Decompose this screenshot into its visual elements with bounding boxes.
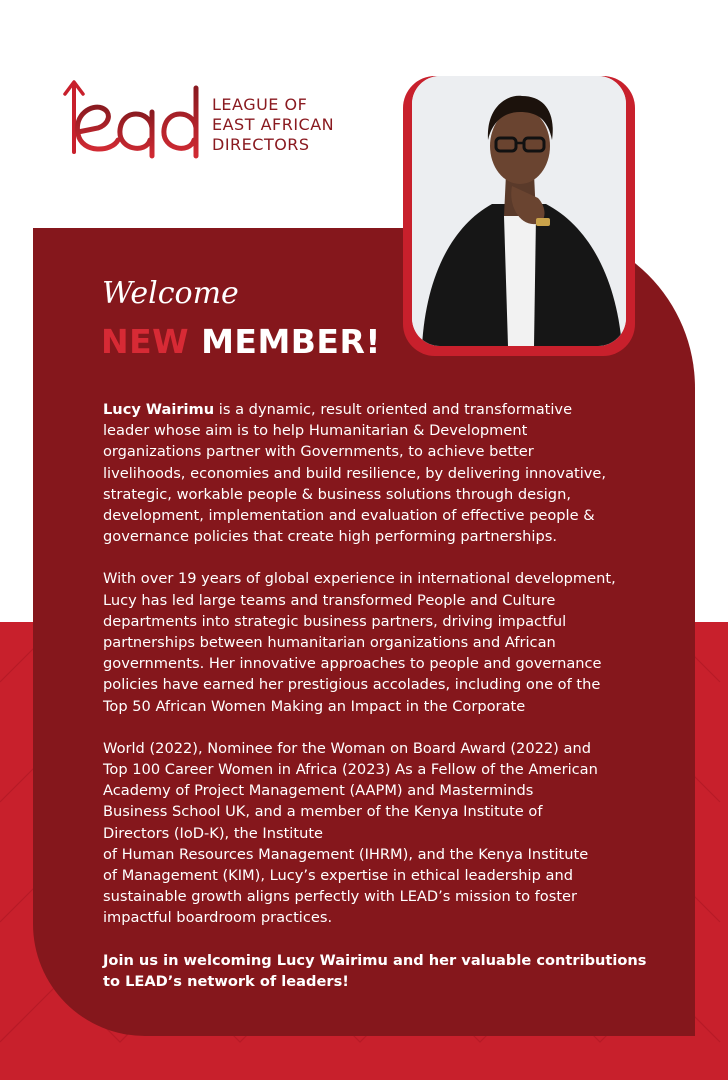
- new-word: NEW: [101, 322, 190, 361]
- welcome-heading: Welcome: [102, 276, 239, 311]
- body-text: [103, 399, 647, 992]
- bio-paragraph-2: With over 19 years of global experience in international development, Lucy has led large teams and transformed People and Culture departments into strategic business partners, driving impactful partnerships between humanitarian organizations and African governments. Her innovative approaches to people and governance policies have earned her prestigious accolades, including one of the Top 50 African Women Making an Impact in the Corporate: [103, 570, 616, 715]
- logo-wordmark: [212, 95, 334, 155]
- member-word: MEMBER!: [201, 322, 381, 361]
- bio-paragraph-1: Lucy Wairimu is a dynamic, result oriented and transformative leader whose aim is to help Humanitarian & Development organizations partner with Governments, to achieve better livelihoods, economies and build resilience, by delivering innovative, strategic, workable people & business solutions through design, development, implementation and evaluation of effective people & governance policies that create high performing partnerships.: [103, 401, 607, 546]
- member-name: Lucy Wairimu: [103, 401, 215, 418]
- logo-line-1: LEAGUE OF: [212, 95, 308, 114]
- bio-paragraph-3: World (2022), Nominee for the Woman on Board Award (2022) and Top 100 Career Women in Africa (2023) As a Fellow of the American Academy of Project Management (AAPM) and Masterminds Business School UK, and a member of the Kenya Institute of Directors (IoD-K), the Institute of Human Resources Management (IHRM), and the Kenya Institute of Management (KIM), Lucy’s expertise in ethical leadership and sustainable growth aligns perfectly with LEAD’s mission to foster impactful boardroom practices.: [103, 739, 598, 927]
- new-member-heading: [101, 322, 381, 361]
- logo-line-2: EAST AFRICAN: [212, 115, 335, 134]
- member-photo-frame: [403, 76, 635, 356]
- call-to-action: Join us in welcoming Lucy Wairimu and her valuable contributions to LEAD’s network of leaders!: [103, 951, 647, 990]
- member-photo: [412, 76, 626, 346]
- logo-line-3: DIRECTORS: [212, 135, 310, 154]
